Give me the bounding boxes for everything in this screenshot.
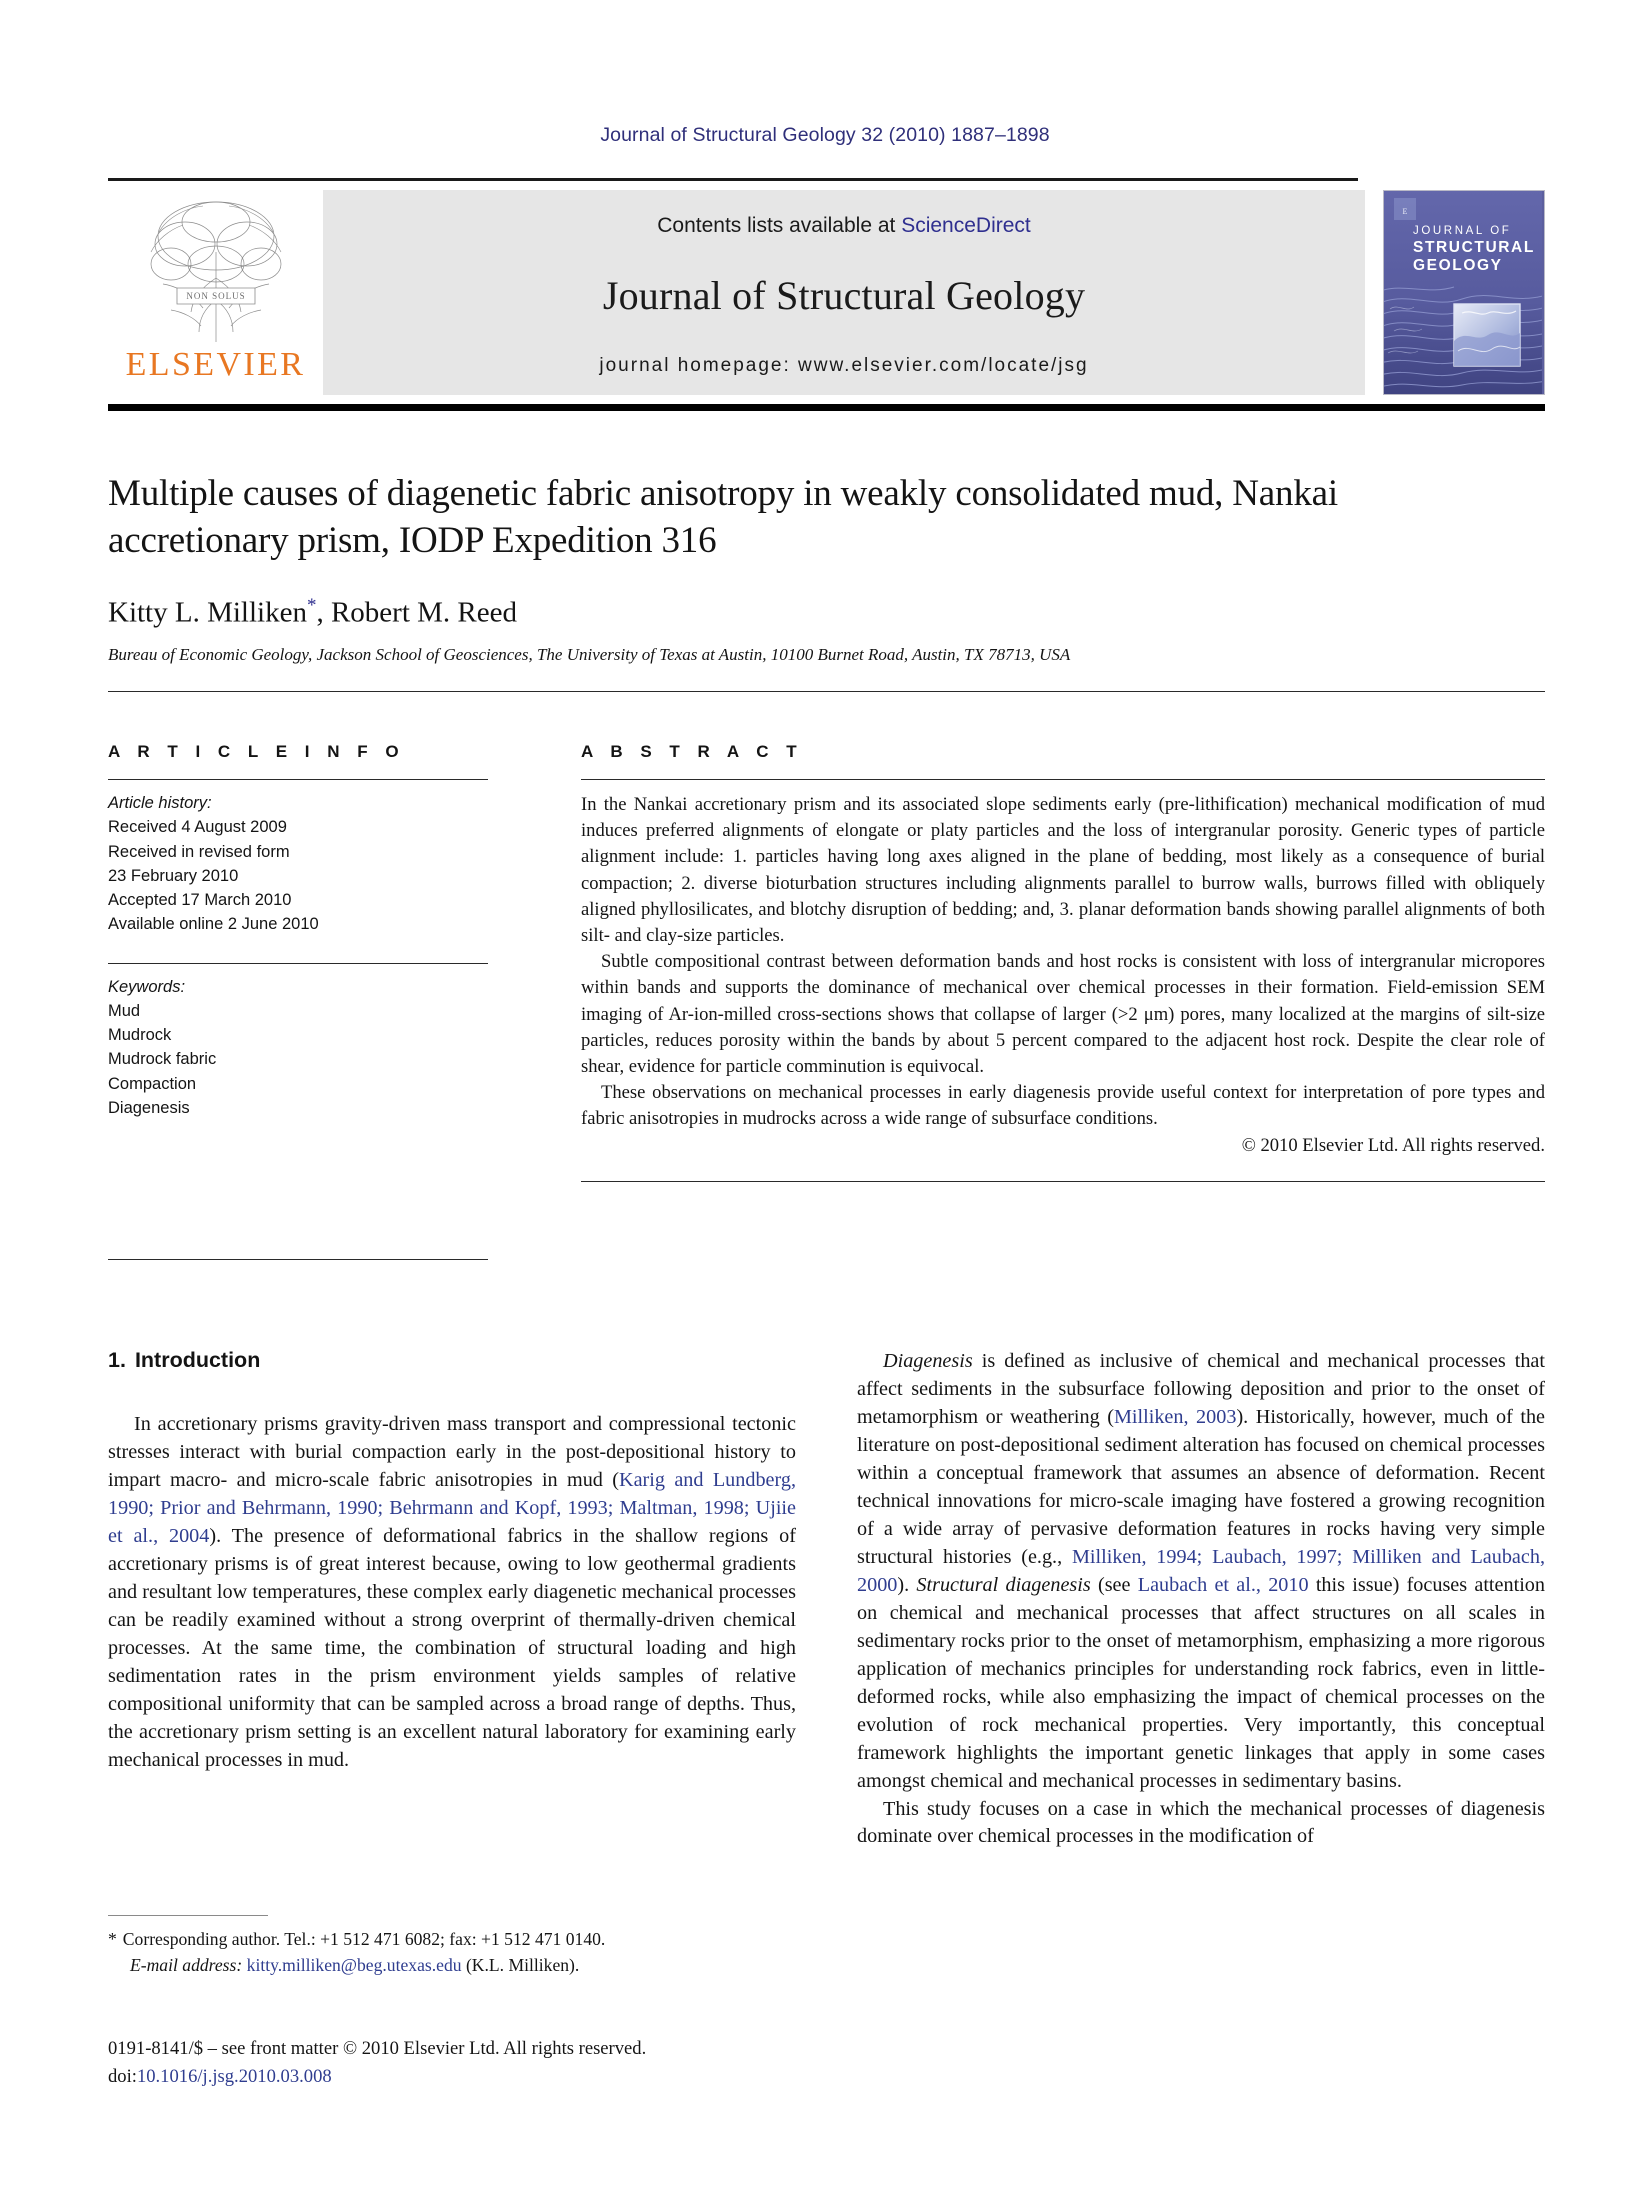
abstract-rule [581, 779, 1545, 780]
author-list [108, 595, 1468, 630]
abstract-paragraph: Subtle compositional contrast between deformation bands and host rocks is consistent with loss of intergranular micropores within bands and supports the dominance of mechanical over chemical processes in their formation. Field-emission SEM imaging of Ar-ion-milled cross-sections shows that collapse of larger (>2 μm) pores, many localized at the margins of silt-size particles, reduces porosity within the bands by about 5 percent compared to the adjacent host rock. Despite the clear role of shear, evidence for particle comminution is equivocal. [581, 951, 1545, 1078]
right-text-c: ). [897, 1573, 917, 1596]
body-column-right [857, 1348, 1545, 1851]
article-history-block [108, 791, 488, 937]
elsevier-banner [177, 288, 255, 304]
svg-text:NON SOLUS: NON SOLUS [185, 291, 246, 301]
journal-title: Journal of Structural Geology [602, 273, 1086, 318]
body-column-left [108, 1348, 796, 1851]
cover-line-3: GEOLOGY [1413, 257, 1503, 274]
keyword-item: Mud [108, 1001, 141, 1020]
right-text-e: this issue) focuses attention on chemical and mechanical processes that affect structures on all scales in sedimentary rocks prior to the onset of metamorphism, emphasizing a more rigorous application of mechanics principles for understanding rock fabrics, even in little-deformed rocks, while also emphasizing the impact of chemical processes on the evolution of rock mechanical properties. Very importantly, this conceptual framework highlights the important genetic linkages that apply in some cases amongst chemical and mechanical processes in sedimentary basins. [857, 1573, 1545, 1792]
article-info-bottom-rule [108, 1259, 488, 1260]
sciencedirect-link[interactable]: ScienceDirect [901, 214, 1031, 237]
article-info-heading: A R T I C L E I N F O [108, 742, 406, 761]
keyword-item: Diagenesis [108, 1098, 190, 1117]
column-gap [488, 742, 581, 1260]
keywords-rule [108, 963, 488, 964]
front-matter-line: 0191-8141/$ – see front matter © 2010 Elsevier Ltd. All rights reserved. [108, 2038, 647, 2059]
right-text-d: (see [1090, 1573, 1138, 1596]
body-columns [108, 1348, 1545, 1851]
abstract-bottom-rule [581, 1181, 1545, 1182]
footnote-line-1: Corresponding author. Tel.: +1 512 471 6082; fax: +1 512 471 0140. [122, 1929, 606, 1949]
title-block [108, 470, 1468, 692]
history-item: Available online 2 June 2010 [108, 915, 319, 934]
keyword-item: Mudrock fabric [108, 1050, 217, 1069]
journal-masthead [108, 178, 1545, 411]
section-heading-introduction [108, 1348, 796, 1373]
masthead-top-rule [108, 178, 1358, 181]
email-line [108, 1953, 796, 1979]
right-text-a: is defined as inclusive of chemical and mechanical processes that affect sediments in the subsurface following deposition and prior to the onset of metamorphism or weathering ( [857, 1350, 1545, 1428]
journal-cover-thumbnail[interactable] [1383, 190, 1545, 395]
svg-text:E: E [1402, 207, 1408, 216]
corresponding-author-note [108, 1927, 796, 1978]
intro-text-a: In accretionary prisms gravity-driven mass transport and compressional tectonic stresses interact with burial compaction early in the post-depositional history to impart macro- and micro-scale fabric anisotropies in mud ( [108, 1413, 796, 1491]
cover-line-1: JOURNAL OF [1413, 225, 1512, 237]
citation-group-2[interactable]: Milliken, 1994; Laubach, 1997; Milliken and Laubach, 2000 [857, 1545, 1545, 1596]
article-info-rule [108, 779, 488, 780]
abstract-copyright: © 2010 Elsevier Ltd. All rights reserved. [1241, 1134, 1545, 1156]
section-title: Introduction [134, 1348, 261, 1372]
footnote-block [108, 1915, 796, 1978]
intro-paragraph-left [108, 1411, 796, 1775]
masthead-center-panel [323, 190, 1365, 395]
abstract-paragraph: These observations on mechanical processes in early diagenesis provide useful context for interpretation of pore types and fabric anisotropies in mudrocks across a wide range of subsurface conditions. [581, 1082, 1545, 1130]
email-link[interactable]: kitty.milliken@beg.utexas.edu [246, 1954, 462, 1975]
abstract-heading: A B S T R A C T [581, 742, 804, 761]
citation-laubach-2010[interactable]: Laubach et al., 2010 [1137, 1573, 1309, 1596]
cover-inset-photo [1454, 304, 1520, 366]
doi-link[interactable]: 10.1016/j.jsg.2010.03.008 [136, 2065, 332, 2087]
elsevier-tree-icon [141, 192, 291, 344]
masthead-bottom-rule [108, 404, 1545, 411]
intro-paragraph-right-1 [857, 1348, 1545, 1796]
page-title: Multiple causes of diagenetic fabric anisotropy in weakly consolidated mud, Nankai accretionary prism, IODP Expedition 316 [108, 473, 1338, 562]
citation-milliken-2003[interactable]: Milliken, 2003 [1113, 1405, 1237, 1428]
front-matter-block [108, 2035, 808, 2091]
footnote-star: * [108, 1929, 117, 1949]
section-number: 1. [108, 1348, 126, 1372]
intro-paragraph-right-2: This study focuses on a case in which the mechanical processes of diagenesis dominate over chemical processes in the modification of [857, 1797, 1545, 1848]
abstract-column [581, 742, 1545, 1260]
affiliation: Bureau of Economic Geology, Jackson School of Geosciences, The University of Texas at Austin, 10100 Burnet Road, Austin, TX 78713, USA [108, 645, 1071, 665]
footnote-rule [108, 1915, 268, 1916]
contents-available-line [657, 214, 1031, 238]
email-label: E-mail address: [130, 1954, 243, 1975]
body-column-gap [796, 1348, 857, 1851]
history-item: Accepted 17 March 2010 [108, 891, 292, 909]
elsevier-logo [108, 190, 323, 395]
elsevier-cover-mark [1394, 198, 1416, 220]
history-item: Received in revised form [108, 842, 290, 861]
info-abstract-section [108, 742, 1545, 1260]
author-primary: Kitty L. Milliken [108, 596, 307, 629]
running-head: Journal of Structural Geology 32 (2010) 1887–1898 [600, 124, 1050, 146]
keyword-item: Mudrock [108, 1026, 172, 1044]
title-bottom-rule [108, 691, 1545, 692]
journal-cover-art [1384, 191, 1542, 394]
keywords-label: Keywords: [108, 977, 186, 996]
elsevier-wordmark: ELSEVIER [125, 346, 306, 383]
article-history-label: Article history: [108, 794, 212, 812]
keywords-block [108, 975, 488, 1121]
term-structural-diagenesis: Structural diagenesis [916, 1573, 1091, 1596]
journal-homepage-link[interactable]: journal homepage: www.elsevier.com/locate/jsg [599, 355, 1089, 376]
corresponding-author-marker: * [306, 594, 317, 616]
history-item: 23 February 2010 [108, 866, 239, 885]
abstract-body [581, 792, 1545, 1133]
email-owner: (K.L. Milliken). [465, 1954, 580, 1975]
term-diagenesis: Diagenesis [883, 1350, 973, 1372]
abstract-paragraph: In the Nankai accretionary prism and its associated slope sediments early (pre-lithification) mechanical modification of mud induces preferred alignments of elongate or platy particles and the loss of intergranular porosity. Generic types of particle alignment include: 1. particles having long axes aligned in the plane of bedding, most likely as a consequence of burial compaction; 2. diverse bioturbation structures including alignments parallel to burrow walls, burrows filled with obliquely aligned phyllosilicates, and blotchy disruption of bedding; and, 3. planar deformation bands showing parallel alignments of both silt- and clay-size particles. [581, 794, 1545, 947]
article-info-column [108, 742, 488, 1260]
history-item: Received 4 August 2009 [108, 818, 287, 837]
right-text-b: ). Historically, however, much of the literature on post-depositional sediment alteration has focused on chemical processes within a conceptual framework that assumes an absence of deformation. Recent technical innovations for micro-scale imaging have fostered a growing recognition of a wide array of pervasive deformation features in rocks having very simple structural histories (e.g., [857, 1405, 1545, 1568]
intro-text-b: ). The presence of deformational fabrics in the shallow regions of accretionary prisms is of great interest because, owing to low geothermal gradients and resultant low temperatures, these complex early diagenetic mechanical processes can be readily examined without a strong overprint of thermally-driven chemical processes. At the same time, the combination of structural loading and high sedimentation rates in the prism environment yields samples of relative compositional uniformity that can be sampled across a broad range of depths. Thus, the accretionary prism setting is an excellent natural laboratory for examining early mechanical processes in mud. [108, 1524, 796, 1771]
cover-line-2: STRUCTURAL [1413, 239, 1535, 256]
citation-group[interactable]: Karig and Lundberg, 1990; Prior and Behrmann, 1990; Behrmann and Kopf, 1993; Maltman, 1998; Ujiie et al., 2004 [108, 1468, 796, 1547]
keyword-item: Compaction [108, 1074, 197, 1093]
doi-line [108, 2063, 808, 2091]
author-secondary: , Robert M. Reed [316, 596, 518, 629]
doi-label: doi: [108, 2065, 137, 2087]
contents-prefix: Contents lists available at [657, 214, 902, 237]
